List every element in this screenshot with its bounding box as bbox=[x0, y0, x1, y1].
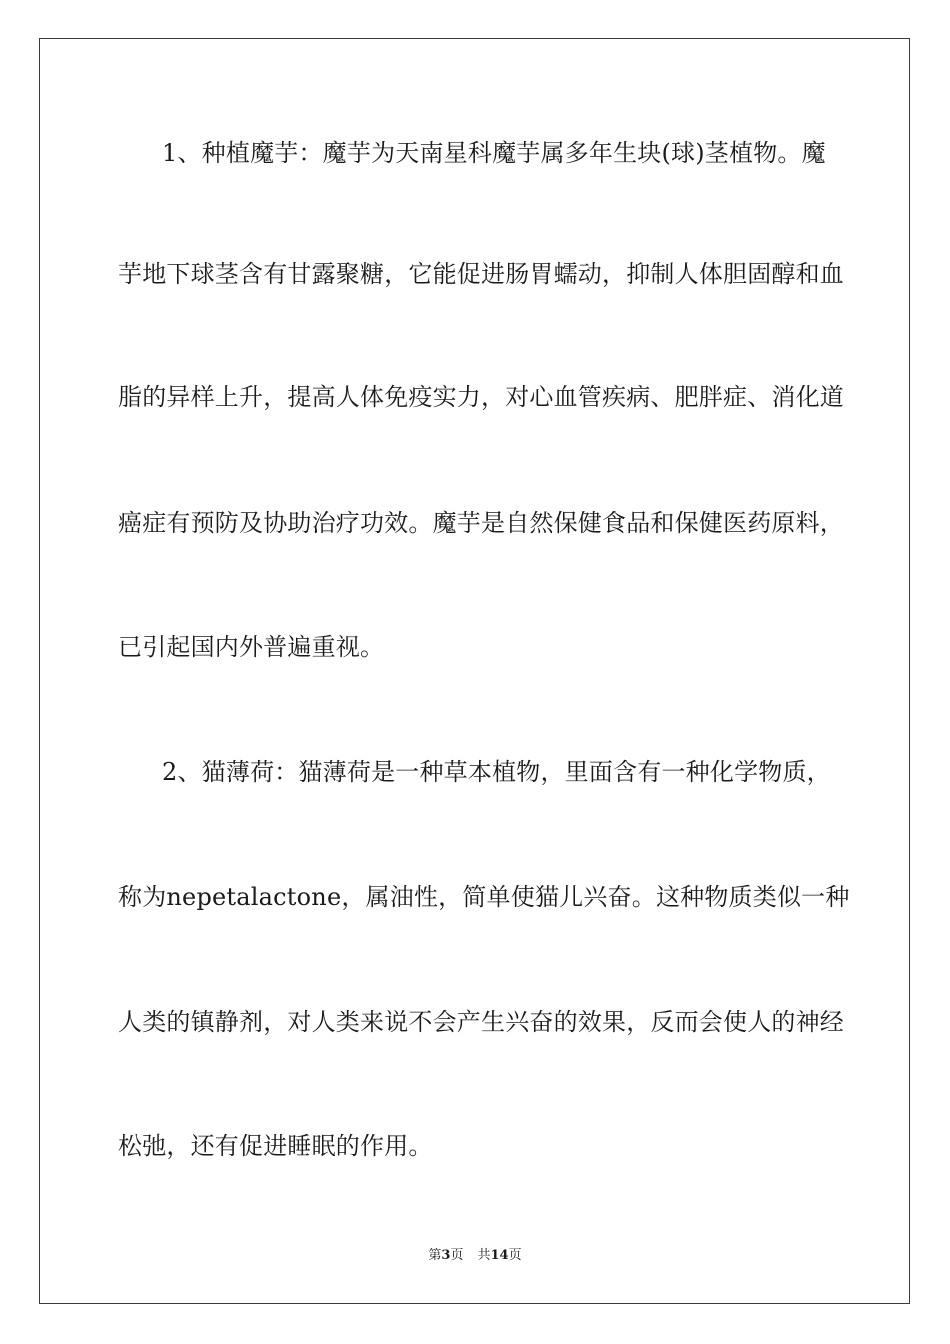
page-suffix: 页 bbox=[450, 1248, 464, 1263]
paragraph-1-line-3: 脂的异样上升，提高人体免疫实力，对心血管疾病、肥胖症、消化道 bbox=[118, 383, 844, 411]
paragraph-1-line-2: 芋地下球茎含有甘露聚糖，它能促进肠胃蠕动，抑制人体胆固醇和血 bbox=[118, 260, 844, 288]
page-number: 3 bbox=[441, 1248, 451, 1263]
page-prefix: 第 bbox=[428, 1248, 442, 1263]
paragraph-1-line-5: 已引起国内外普遍重视。 bbox=[118, 633, 385, 661]
total-pages: 14 bbox=[490, 1248, 509, 1263]
total-suffix: 页 bbox=[508, 1248, 522, 1263]
paragraph-1-line-4: 癌症有预防及协助治疗功效。魔芋是自然保健食品和保健医药原料， bbox=[118, 509, 844, 537]
page-border bbox=[39, 38, 910, 1304]
paragraph-2-line-2: 称为nepetalactone，属油性，简单使猫儿兴奋。这种物质类似一种 bbox=[118, 883, 850, 911]
paragraph-2-line-3: 人类的镇静剂，对人类来说不会产生兴奋的效果，反而会使人的神经 bbox=[118, 1008, 844, 1036]
paragraph-2-line-4: 松弛，还有促进睡眠的作用。 bbox=[118, 1132, 433, 1160]
paragraph-2-line-1: 2、猫薄荷：猫薄荷是一种草本植物，里面含有一种化学物质， bbox=[162, 758, 831, 786]
page-footer bbox=[0, 1247, 950, 1265]
paragraph-1-line-1: 1、种植魔芋：魔芋为天南星科魔芋属多年生块(球)茎植物。魔 bbox=[162, 139, 826, 167]
total-prefix: 共 bbox=[477, 1248, 491, 1263]
